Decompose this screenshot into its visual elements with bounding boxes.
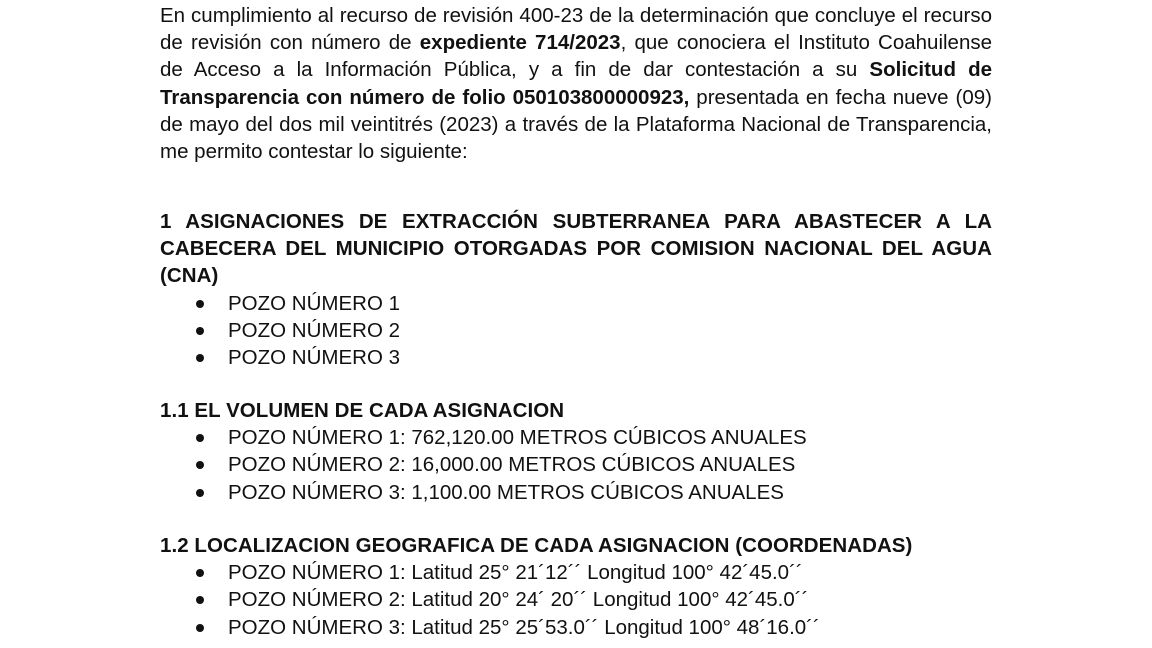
bullet-icon [196, 300, 204, 308]
intro-text-2: , que conociera el Instituto Coahuilense de Acceso a la Información Pública, y a fin de dar contestación a su [160, 31, 993, 82]
bullet-icon [196, 461, 204, 469]
list-item: POZO NÚMERO 2 [160, 317, 992, 344]
bullet-icon [196, 434, 204, 442]
list-item: POZO NÚMERO 3: 1,100.00 METROS CÚBICOS ANUALES [160, 479, 992, 506]
section-asignaciones [160, 208, 992, 371]
list-item: POZO NÚMERO 1 [160, 290, 992, 317]
list-item: POZO NÚMERO 2: 16,000.00 METROS CÚBICOS ANUALES [160, 451, 992, 478]
expediente-number: expediente 714/2023 [419, 31, 621, 55]
intro-paragraph [160, 2, 992, 165]
section-volumen [160, 397, 992, 506]
bullet-list [160, 424, 992, 506]
document-page [160, 2, 993, 639]
list-item: POZO NÚMERO 1: Latitud 25° 21´12´´ Longitud 100° 42´45.0´´ [160, 559, 992, 586]
bullet-list [160, 559, 992, 641]
intro-text-1: En cumplimiento al recurso de revisión 400-23 de la determinación que concluye el recurso de revisión con número de [160, 4, 992, 55]
section-heading: 1.1 EL VOLUMEN DE CADA ASIGNACION [160, 399, 565, 422]
folio-number: Solicitud de Transparencia con número de folio 050103800000923, [160, 58, 992, 109]
bullet-icon [196, 327, 204, 335]
section-heading: 1 ASIGNACIONES DE EXTRACCIÓN SUBTERRANEA PARA ABASTECER A LA CABECERA DEL MUNICIPIO OTORGADAS POR COMISION NACIONAL DEL AGUA (CNA) [160, 210, 992, 288]
list-item: POZO NÚMERO 2: Latitud 20° 24´ 20´´ Longitud 100° 42´45.0´´ [160, 586, 992, 613]
bullet-icon [196, 596, 204, 604]
section-heading: 1.2 LOCALIZACION GEOGRAFICA DE CADA ASIGNACION (COORDENADAS) [160, 534, 913, 557]
section-localizacion [160, 532, 992, 641]
bullet-icon [196, 569, 204, 577]
list-item: POZO NÚMERO 1: 762,120.00 METROS CÚBICOS ANUALES [160, 424, 992, 451]
list-item: POZO NÚMERO 3: Latitud 25° 25´53.0´´ Longitud 100° 48´16.0´´ [160, 614, 992, 641]
bullet-list [160, 290, 992, 372]
bullet-icon [196, 624, 204, 632]
intro-text-3: presentada en fecha nueve (09) de mayo del dos mil veintitrés (2023) a través de la Plataforma Nacional de Transparencia, me permito contestar lo siguiente: [160, 85, 992, 164]
bullet-icon [196, 489, 204, 497]
bullet-icon [196, 354, 204, 362]
list-item: POZO NÚMERO 3 [160, 344, 992, 371]
